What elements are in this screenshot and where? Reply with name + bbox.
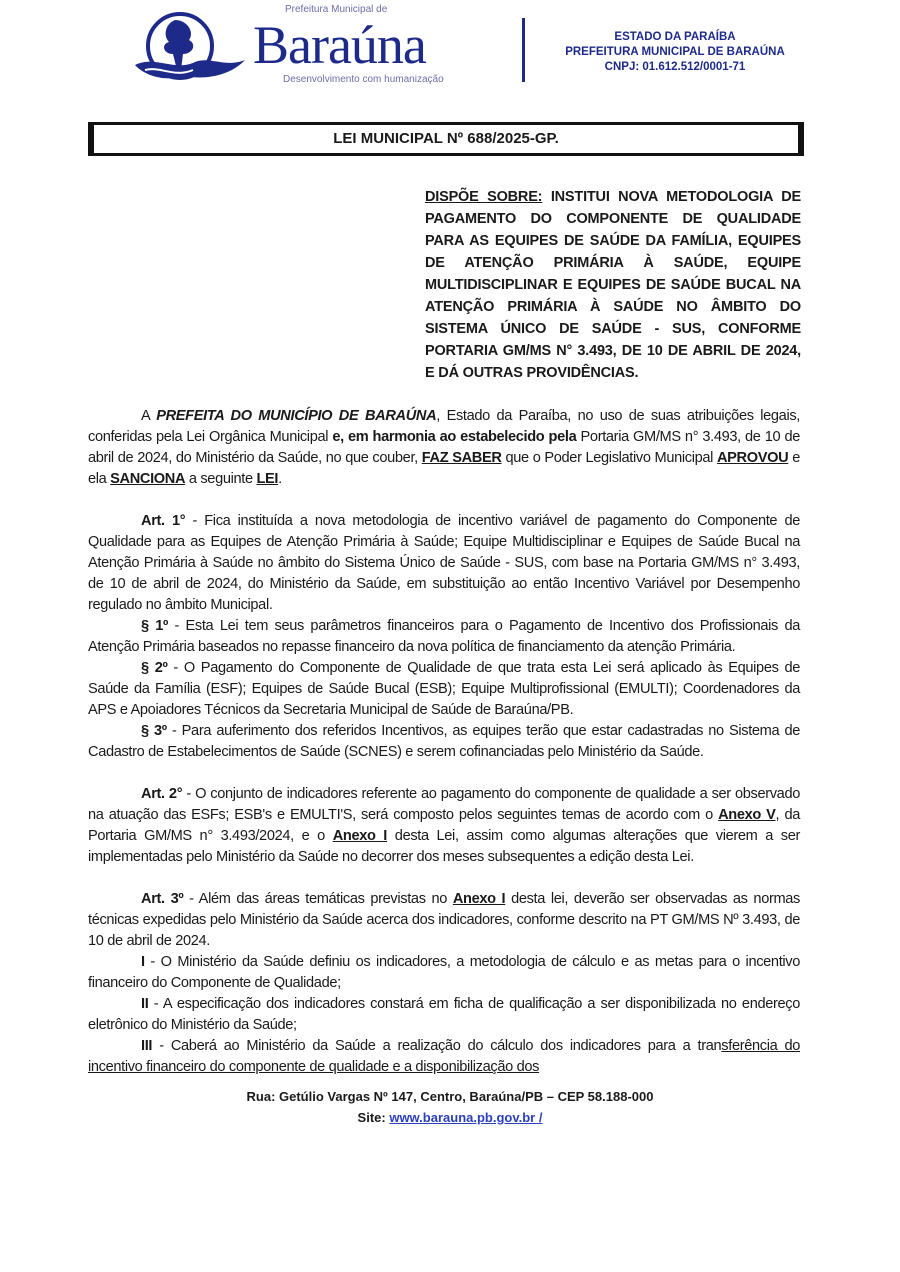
emphasis-text: PREFEITA DO MUNICÍPIO DE BARAÚNA xyxy=(156,408,437,424)
letterhead xyxy=(135,4,815,88)
emphasis-text: § 3º xyxy=(141,723,167,739)
paragraph-text: a seguinte xyxy=(185,471,257,487)
paragraph-text: desta lei, deverão ser observadas as normas técnicas expedidas pelo Ministério da Saúde acerca dos indicadores, conforme descrito na PT GM/MS Nº 3.493, de 10 de abril de 2024. xyxy=(88,891,800,949)
emphasis-text: FAZ SABER xyxy=(421,450,502,466)
paragraph xyxy=(88,994,800,1036)
header-divider xyxy=(522,18,525,82)
organization-info xyxy=(530,30,820,75)
logo-tagline: Desenvolvimento com humanização xyxy=(283,74,444,85)
emphasis-text: Anexo V xyxy=(718,807,776,823)
paragraph-text: - Além das áreas temáticas previstas no xyxy=(183,891,453,907)
emphasis-text: Art. 3º xyxy=(141,891,184,907)
document-content xyxy=(88,122,800,1128)
paragraph-text: Portaria GM/MS n° 3.493, de 10 de abril de 2024, do Ministério da Saúde, no que couber, xyxy=(88,429,801,466)
emphasis-text: Anexo I xyxy=(332,828,388,844)
paragraph xyxy=(88,889,800,952)
emphasis-text: Anexo I xyxy=(452,891,506,907)
org-state: ESTADO DA PARAÍBA xyxy=(614,31,736,43)
logo-wordmark: Baraúna xyxy=(253,15,426,75)
logo-subtitle: Prefeitura Municipal de xyxy=(285,4,388,15)
paragraph-text: e ela xyxy=(88,450,801,487)
paragraph-text: - O conjunto de indicadores referente ao pagamento do componente de qualidade a ser observado na atuação das ESFs; ESB's e EMULTI'S, será composto pelos seguintes temas de acordo com o xyxy=(88,786,800,823)
emphasis-text: SANCIONA xyxy=(110,471,186,487)
paragraph-text: A xyxy=(141,408,157,424)
paragraph-text: - Caberá ao Ministério da Saúde a realização do cálculo dos indicadores para a tran xyxy=(152,1038,722,1054)
paragraph xyxy=(88,721,800,763)
emphasis-text: § 2º xyxy=(141,660,168,676)
paragraph-text: - A especificação dos indicadores constará em ficha de qualificação a ser disponibilizada no endereço eletrônico do Ministério da Saúde; xyxy=(88,996,800,1033)
emphasis-text: § 1º xyxy=(141,618,169,634)
paragraph xyxy=(88,784,800,868)
paragraph xyxy=(88,952,800,994)
emphasis-text: III xyxy=(141,1038,153,1054)
paragraph-text: que o Poder Legislativo Municipal xyxy=(501,450,717,466)
paragraph-text: sferência do incentivo financeiro do componente de qualidade e a disponibilização dos xyxy=(88,1038,800,1075)
summary-text: INSTITUI NOVA METODOLOGIA DE PAGAMENTO DO COMPONENTE DE QUALIDADE PARA AS EQUIPES DE SAÚDE DA FAMÍLIA, EQUIPES DE ATENÇÃO PRIMÁRIA À SAÚDE, EQUIPE MULTIDISCIPLINAR E EQUIPES DE SAÚDE BUCAL NA ATENÇÃO PRIMÁRIA À SAÚDE NO ÂMBITO DO SISTEMA ÚNICO DE SAÚDE - SUS, CONFORME PORTARIA GM/MS N° 3.493, DE 10 DE ABRIL DE 2024, E DÁ OUTRAS PROVIDÊNCIAS. xyxy=(425,189,801,381)
paragraph-text: desta Lei, assim como algumas alterações que vierem a ser implementadas pelo Ministério da Saúde no decorrer dos meses subsequentes a edição desta Lei. xyxy=(88,828,801,865)
paragraph-text: - Esta Lei tem seus parâmetros financeiros para o Pagamento de Incentivo dos Profissionais da Atenção Primária baseados no repasse financeiro da nova política de financiamento da atenção Primária. xyxy=(88,618,800,655)
law-summary xyxy=(425,186,801,384)
paragraph-text: - O Pagamento do Componente de Qualidade de que trata esta Lei será aplicado às Equipes de Saúde da Família (ESF); Equipes de Saúde Bucal (ESB); Equipe Multiprofissional (EMULTI); Coordenadores da APS e Apoiadores Técnicos da Secretaria Municipal de Saúde de Baraúna/PB. xyxy=(88,660,801,718)
paragraph xyxy=(88,511,800,616)
org-cnpj: CNPJ: 01.612.512/0001-71 xyxy=(604,61,746,73)
paragraph-text: . xyxy=(278,471,282,487)
paragraph xyxy=(88,1036,800,1078)
paragraph xyxy=(88,616,800,658)
summary-label: DISPÕE SOBRE: xyxy=(425,189,543,205)
paragraph-text: - O Ministério da Saúde definiu os indicadores, a metodologia de cálculo e as metas para o incentivo financeiro do Componente de Qualidade; xyxy=(88,954,800,991)
paragraph xyxy=(88,406,800,490)
footer-site-label: Site: xyxy=(357,1110,390,1125)
site-link[interactable]: www.barauna.pb.gov.br / xyxy=(389,1110,543,1125)
emphasis-text: II xyxy=(141,996,149,1012)
emphasis-text: LEI xyxy=(256,471,279,487)
emphasis-text: I xyxy=(141,954,145,970)
emphasis-text: Art. 2° xyxy=(141,786,183,802)
paragraph xyxy=(88,658,800,721)
footer-address: Rua: Getúlio Vargas Nº 147, Centro, Baraúna/PB – CEP 58.188-000 xyxy=(246,1089,654,1104)
emphasis-text: e, em harmonia ao estabelecido pela xyxy=(332,429,577,445)
org-name: PREFEITURA MUNICIPAL DE BARAÚNA xyxy=(565,46,785,58)
paragraph-text: - Para auferimento dos referidos Incentivos, as equipes terão que estar cadastradas no Sistema de Cadastro de Estabelecimentos de Saúde (SCNES) e serem cofinanciadas pelo Ministério da Saúde. xyxy=(88,723,801,760)
emphasis-text: Art. 1° xyxy=(141,513,186,529)
law-title: LEI MUNICIPAL Nº 688/2025-GP. xyxy=(88,122,804,156)
footer xyxy=(0,1086,900,1128)
paragraph-text: , da Portaria GM/MS n° 3.493/2024, e o xyxy=(88,807,800,844)
municipal-emblem-icon xyxy=(135,10,250,85)
emphasis-text: APROVOU xyxy=(716,450,789,466)
law-body xyxy=(88,406,800,1078)
paragraph-text: - Fica instituída a nova metodologia de incentivo variável de pagamento do Componente de Qualidade para as Equipes de Atenção Primária à Saúde; Equipe Multidisciplinar e Equipes de Saúde Bucal na Atenção Primária à Saúde no âmbito do Sistema Único de Saúde - SUS, com base na Portaria GM/MS n° 3.493, de 10 de abril de 2024, do Ministério da Saúde, em substituição ao então Incentivo Variável por Desempenho regulado no âmbito Municipal. xyxy=(88,513,800,613)
paragraph-text: , Estado da Paraíba, no uso de suas atribuições legais, conferidas pela Lei Orgânica Municipal xyxy=(88,408,800,445)
